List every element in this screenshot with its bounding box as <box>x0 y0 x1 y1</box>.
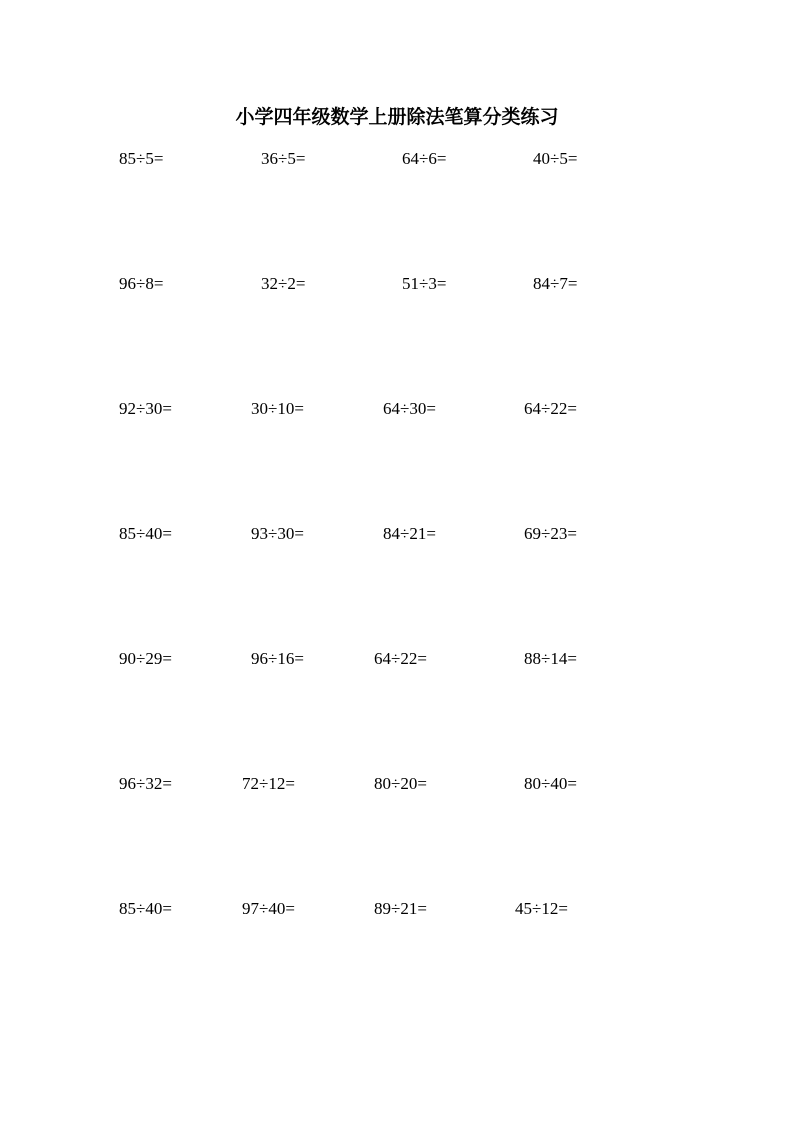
problem-r6-c2: 72÷12= <box>242 774 295 793</box>
problem-r3-c3: 64÷30= <box>383 399 436 418</box>
problem-r4-c3: 84÷21= <box>383 524 436 543</box>
problem-r2-c3: 51÷3= <box>402 274 447 293</box>
problem-r1-c2: 36÷5= <box>261 149 306 168</box>
worksheet-title: 小学四年级数学上册除法笔算分类练习 <box>235 106 559 128</box>
problem-r3-c4: 64÷22= <box>524 399 577 418</box>
problem-r1-c1: 85÷5= <box>119 149 164 168</box>
problem-r6-c3: 80÷20= <box>374 774 427 793</box>
problem-r5-c1: 90÷29= <box>119 649 172 668</box>
problem-r7-c2: 97÷40= <box>242 899 295 918</box>
problem-r4-c4: 69÷23= <box>524 524 577 543</box>
problem-r5-c3: 64÷22= <box>374 649 427 668</box>
problem-r7-c3: 89÷21= <box>374 899 427 918</box>
problem-r6-c4: 80÷40= <box>524 774 577 793</box>
problem-r7-c4: 45÷12= <box>515 899 568 918</box>
problem-r7-c1: 85÷40= <box>119 899 172 918</box>
problem-r1-c4: 40÷5= <box>533 149 578 168</box>
problem-r4-c1: 85÷40= <box>119 524 172 543</box>
problem-r4-c2: 93÷30= <box>251 524 304 543</box>
problem-r3-c2: 30÷10= <box>251 399 304 418</box>
problem-r6-c1: 96÷32= <box>119 774 172 793</box>
problem-r2-c2: 32÷2= <box>261 274 306 293</box>
problem-r3-c1: 92÷30= <box>119 399 172 418</box>
problem-r2-c4: 84÷7= <box>533 274 578 293</box>
problem-r2-c1: 96÷8= <box>119 274 164 293</box>
problem-r5-c2: 96÷16= <box>251 649 304 668</box>
problem-r5-c4: 88÷14= <box>524 649 577 668</box>
problem-r1-c3: 64÷6= <box>402 149 447 168</box>
